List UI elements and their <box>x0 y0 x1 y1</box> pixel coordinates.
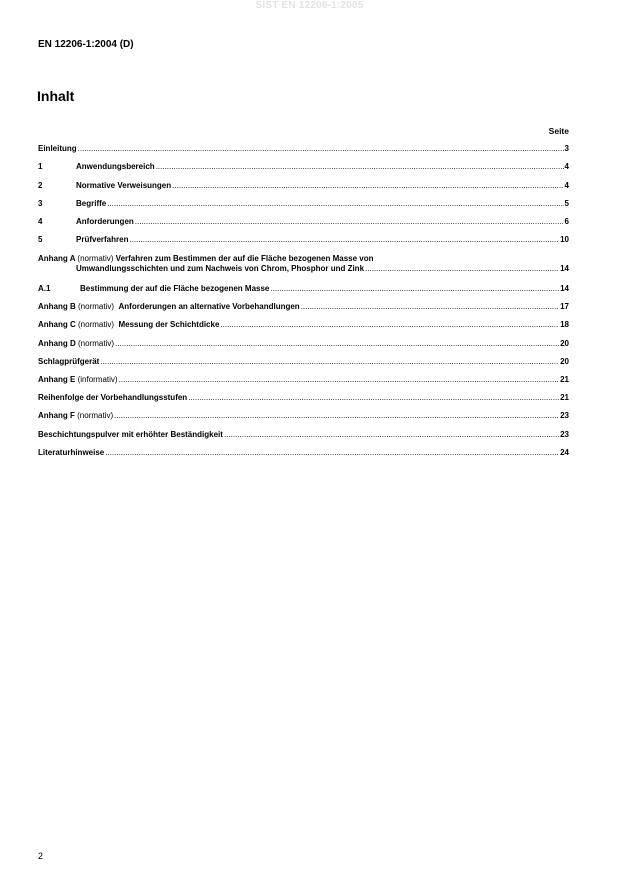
toc-title-line2: Umwandlungsschichten und zum Nachweis von Chrom, Phosphor und Zink <box>76 264 365 273</box>
toc-entry-1[interactable] <box>38 162 569 172</box>
toc-leader <box>78 144 564 154</box>
toc-leader <box>270 284 559 294</box>
toc-annex-label: Anhang A <box>38 254 76 263</box>
toc-page: 20 <box>560 339 569 348</box>
toc-page: 20 <box>560 357 569 366</box>
toc-entry-4[interactable] <box>38 217 569 227</box>
toc-title: Einleitung <box>38 144 77 153</box>
toc-title: Normative Verweisungen <box>76 181 172 190</box>
toc-title-line1: Verfahren zum Bestimmen der auf die Fläche bezogenen Masse von <box>115 254 374 263</box>
toc-title: Reihenfolge der Vorbehandlungsstufen <box>38 393 188 402</box>
toc-entry-annex-b[interactable] <box>38 302 569 312</box>
toc-entry-annex-d[interactable] <box>38 339 569 349</box>
toc-title: Prüfverfahren <box>76 235 129 244</box>
toc-leader <box>107 199 563 209</box>
toc-entry-reihenfolge[interactable] <box>38 393 569 403</box>
toc-entry-3[interactable] <box>38 199 569 209</box>
toc-annex-kind: (normativ) <box>77 254 114 263</box>
watermark: SIST EN 12206-1:2005 <box>255 0 364 11</box>
toc-leader <box>365 264 559 274</box>
toc-page: 4 <box>564 181 569 190</box>
toc-number: 1 <box>38 162 43 171</box>
toc-title: Anwendungsbereich <box>76 162 155 171</box>
toc-annex-label: Anhang F <box>38 411 75 420</box>
toc-page: 21 <box>560 375 569 384</box>
toc-page: 4 <box>564 162 569 171</box>
toc-leader <box>156 162 564 172</box>
toc-page: 14 <box>560 264 569 273</box>
toc-title: Bestimmung der auf die Fläche bezogenen Masse <box>80 284 270 293</box>
toc-leader <box>105 448 559 458</box>
toc-number: 2 <box>38 181 43 190</box>
toc-leader <box>135 217 564 227</box>
toc-number: 5 <box>38 235 43 244</box>
toc-title: Anforderungen an alternative Vorbehandlungen <box>118 302 300 311</box>
toc-entry-annex-e[interactable] <box>38 375 569 385</box>
toc-title: Messung der Schichtdicke <box>118 320 220 329</box>
toc-page: 18 <box>560 320 569 329</box>
toc-page: 10 <box>560 235 569 244</box>
toc-number: 3 <box>38 199 43 208</box>
toc-leader <box>129 235 559 245</box>
toc-annex-kind: (normativ) <box>78 339 115 348</box>
toc-entry-2[interactable] <box>38 181 569 191</box>
toc-entry-a1[interactable] <box>38 284 569 294</box>
toc-entry-5[interactable] <box>38 235 569 245</box>
toc-leader <box>115 339 559 349</box>
toc-page: 21 <box>560 393 569 402</box>
toc-entry-annex-f[interactable] <box>38 411 569 421</box>
toc-entry-literaturhinweise[interactable] <box>38 448 569 458</box>
toc-leader <box>100 357 559 367</box>
toc-annex-label: Anhang C <box>38 320 76 329</box>
toc-title: Beschichtungspulver mit erhöhter Beständigkeit <box>38 430 223 439</box>
toc-page: 17 <box>560 302 569 311</box>
toc-page: 3 <box>564 144 569 153</box>
document-id: EN 12206-1:2004 (D) <box>38 39 134 50</box>
toc-page: 23 <box>560 411 569 420</box>
toc-entry-annex-a[interactable] <box>38 254 569 274</box>
toc-leader <box>172 181 563 191</box>
toc-entry-annex-c[interactable] <box>38 320 569 330</box>
toc-leader <box>301 302 559 312</box>
page-column-label: Seite <box>548 126 569 136</box>
page-number: 2 <box>38 851 44 861</box>
toc-entry-einleitung[interactable] <box>38 144 569 154</box>
toc-page: 5 <box>564 199 569 208</box>
toc-title: Literaturhinweise <box>38 448 105 457</box>
toc-entry-beschichtungspulver[interactable] <box>38 430 569 440</box>
toc-page: 14 <box>560 284 569 293</box>
toc-page: 23 <box>560 430 569 439</box>
toc-page: 24 <box>560 448 569 457</box>
toc-annex-label: Anhang E <box>38 375 76 384</box>
toc-annex-kind: (normativ) <box>77 411 114 420</box>
toc-title: Begriffe <box>76 199 107 208</box>
toc-leader <box>224 430 559 440</box>
toc-leader <box>188 393 559 403</box>
toc-leader <box>220 320 559 330</box>
toc-annex-kind: (normativ) <box>78 302 115 311</box>
toc-number: A.1 <box>38 284 51 293</box>
toc-title: Anforderungen <box>76 217 134 226</box>
toc-leader <box>114 411 559 421</box>
toc-number: 4 <box>38 217 43 226</box>
toc-annex-label: Anhang B <box>38 302 76 311</box>
toc-annex-label: Anhang D <box>38 339 76 348</box>
toc-title: Schlagprüfgerät <box>38 357 100 366</box>
toc-entry-schlagpruefgeraet[interactable] <box>38 357 569 367</box>
page-title: Inhalt <box>37 88 75 104</box>
toc-page: 6 <box>564 217 569 226</box>
toc-annex-kind: (informativ) <box>77 375 118 384</box>
toc-annex-kind: (normativ) <box>78 320 115 329</box>
toc-leader <box>119 375 560 385</box>
